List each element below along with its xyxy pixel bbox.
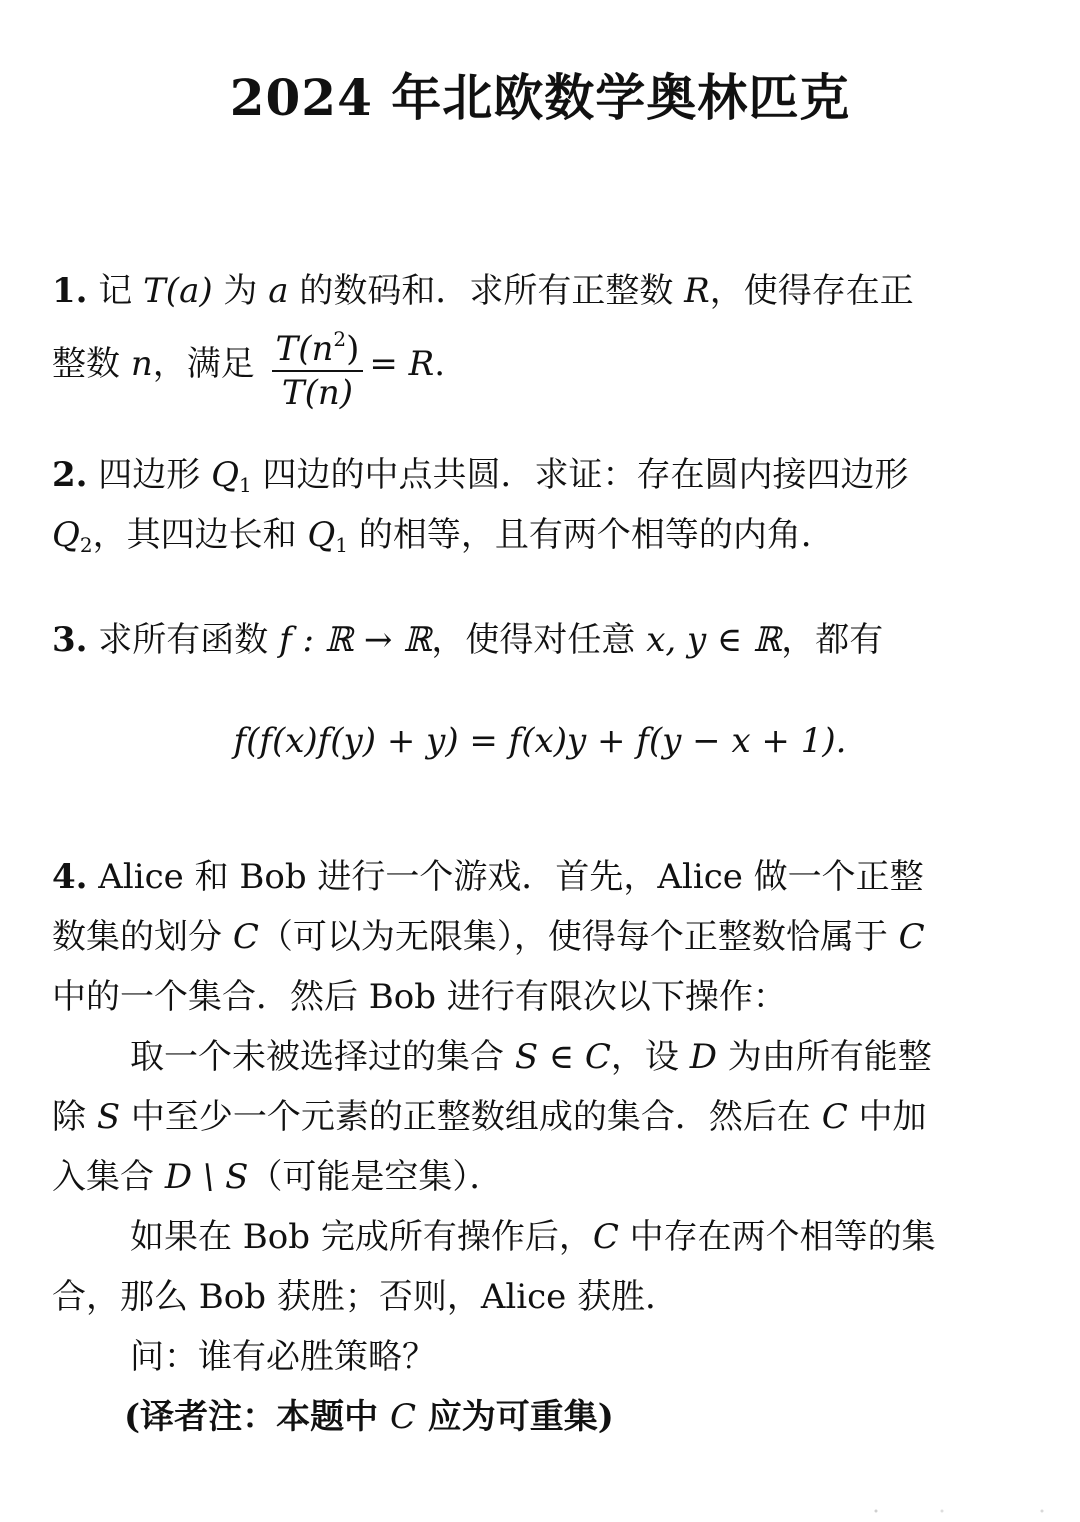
translator-note [52, 1394, 1080, 1440]
text: 如果在 Bob 完成所有操作后， [130, 1217, 593, 1257]
text: 记 [87, 271, 144, 311]
page-title: 2024 年北欧数学奥林匹克 [229, 68, 851, 127]
text: (译者注：本题中 [124, 1397, 390, 1437]
problem-4-line-4 [52, 1034, 1032, 1080]
problem-4-line-2 [52, 914, 1032, 960]
math-R: R [684, 271, 710, 311]
math-Q: Q [307, 515, 336, 555]
text: 整数 [52, 344, 131, 384]
subscript: 1 [239, 473, 252, 497]
math-C: C [821, 1097, 848, 1137]
text: 中至少一个元素的正整数组成的集合．然后在 [120, 1097, 822, 1137]
problem-2-line-2 [52, 512, 1032, 568]
text: ，其四边长和 [92, 515, 308, 555]
math-C: C [389, 1397, 416, 1437]
problem-4-line-3 [52, 974, 1032, 1020]
text: 为 [212, 271, 269, 311]
text: 求所有函数 [87, 620, 280, 660]
problem-number: 4. [52, 857, 88, 897]
math-vars: x, y ∈ ℝ [646, 620, 782, 660]
text: 合，那么 Bob 获胜；否则，Alice 获胜． [52, 1277, 680, 1317]
math-a: a [268, 271, 289, 311]
math: ) [346, 329, 360, 369]
math-Q: Q [211, 455, 239, 495]
fraction-numerator [272, 318, 364, 372]
math-S: S [96, 1097, 121, 1137]
problem-4-line-6 [52, 1154, 1032, 1200]
math-D: D [689, 1037, 717, 1077]
math: T(n [275, 329, 334, 369]
text: 取一个未被选择过的集合 [130, 1037, 515, 1077]
math-T-a: T(a) [143, 271, 213, 311]
text: 入集合 [52, 1157, 165, 1197]
problem-4-line-7 [52, 1214, 1032, 1260]
text: 数集的划分 [52, 917, 233, 957]
math-C: C [898, 917, 925, 957]
problem-4-line-5 [52, 1094, 1032, 1140]
fraction [272, 318, 364, 414]
text: 为由所有能整 [716, 1037, 932, 1077]
problem-1-line-1 [52, 268, 1032, 314]
text: 四边的中点共圆．求证：存在圆内接四边形 [251, 455, 909, 495]
text: 中存在两个相等的集 [618, 1217, 936, 1257]
text: 中的一个集合．然后 Bob 进行有限次以下操作： [52, 977, 787, 1017]
superscript: 2 [333, 327, 347, 351]
problem-3-line-1 [52, 617, 1032, 663]
subscript: 1 [335, 533, 349, 557]
text: （可以为无限集），使得每个正整数恰属于 [258, 917, 899, 957]
text: 的数码和．求所有正整数 [288, 271, 685, 311]
problem-number: 1. [52, 271, 88, 311]
text: Alice 和 Bob 进行一个游戏．首先，Alice 做一个正整 [87, 857, 924, 897]
math-function: f : ℝ → ℝ [279, 620, 432, 660]
problem-1-line-2 [52, 318, 1032, 414]
problem-2-line-1 [52, 452, 1032, 508]
math-D-minus-S: D \ S [164, 1157, 249, 1197]
text: （可能是空集）． [248, 1157, 504, 1197]
faint-watermark-dots [872, 1508, 1052, 1514]
text: 除 [52, 1097, 97, 1137]
text: = [369, 344, 409, 384]
problem-4-line-9 [52, 1334, 1080, 1380]
text: 的相等，且有两个相等的内角． [348, 515, 835, 555]
math-n: n [130, 344, 153, 384]
text: ，满足 [152, 344, 255, 384]
text: 四边形 [87, 455, 212, 495]
problem-number: 3. [52, 620, 88, 660]
text: ，都有 [781, 620, 884, 660]
problem-number: 2. [52, 455, 88, 495]
math-C: C [592, 1217, 619, 1257]
subscript: 2 [79, 533, 93, 557]
problem-4-line-8 [52, 1274, 1032, 1320]
math-R: R [408, 344, 435, 384]
text: ，使得对任意 [431, 620, 647, 660]
math-S-in-C: S ∈ C [514, 1037, 611, 1077]
text: ，使得存在正 [709, 271, 914, 311]
problem-4-line-1 [52, 854, 1032, 900]
text: 问：谁有必胜策略？ [130, 1337, 436, 1377]
text: 中加 [847, 1097, 927, 1137]
text: . [434, 344, 446, 384]
text: 应为可重集) [415, 1397, 614, 1437]
math-Q: Q [52, 515, 80, 555]
fraction-denominator: T(n) [281, 373, 353, 413]
math-C: C [232, 917, 259, 957]
text: ，设 [610, 1037, 690, 1077]
functional-equation: f(f(x)f(y) + y) = f(x)y + f(y − x + 1). [233, 721, 847, 761]
